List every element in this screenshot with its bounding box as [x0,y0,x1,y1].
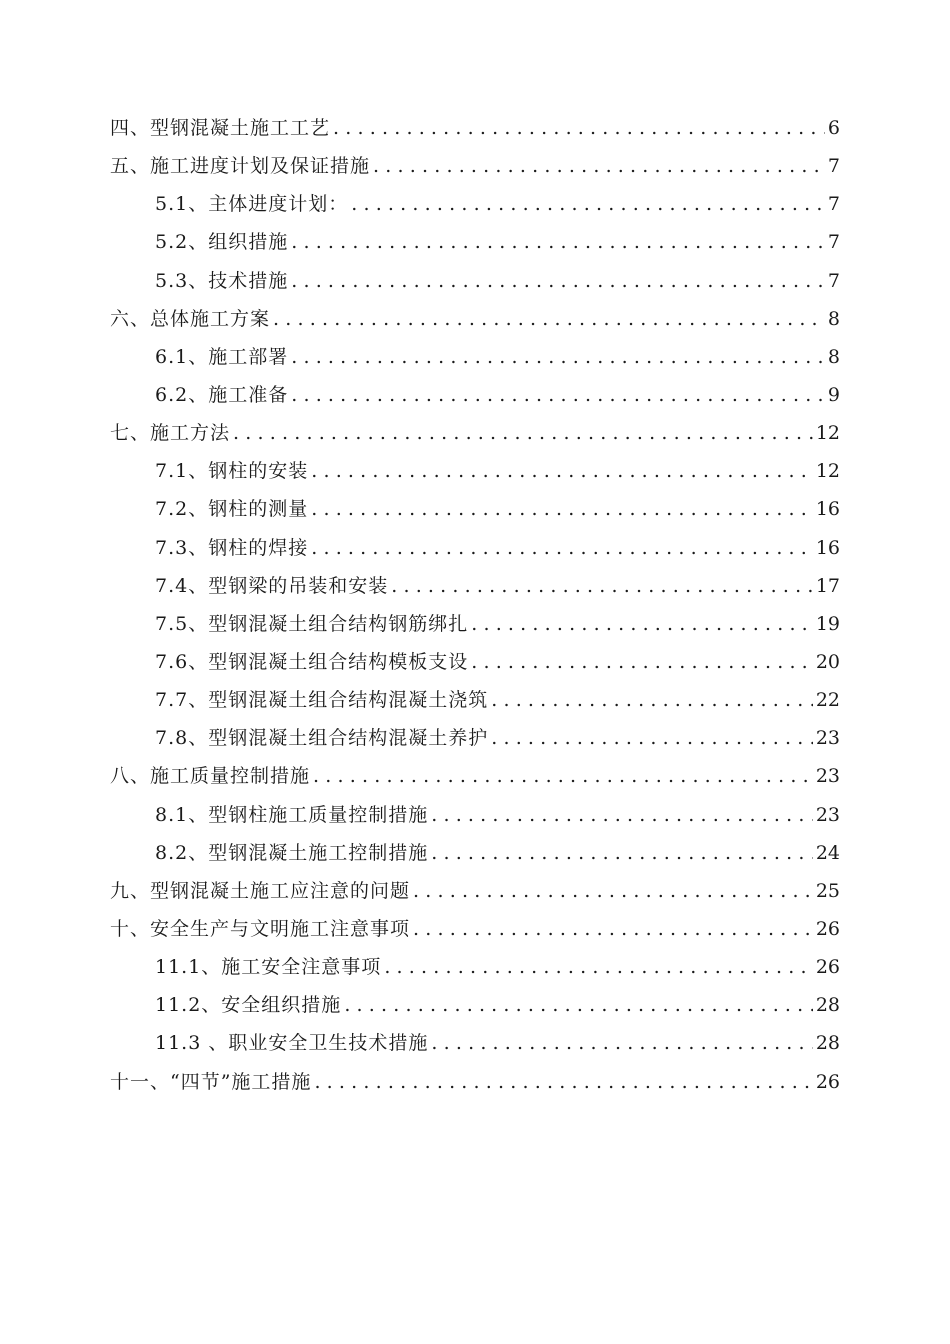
toc-dot-leader [344,986,813,1024]
toc-dot-leader [471,643,813,681]
toc-entry[interactable] [0,910,840,948]
toc-entry-title: 5.1、主体进度计划： [155,193,349,216]
toc-entry-title: 5.2、组织措施 [155,231,289,254]
toc-dot-leader [313,757,813,795]
toc-entry-page-number: 7 [827,193,840,216]
toc-entry[interactable] [0,948,840,986]
toc-entry-title: 7.2、钢柱的测量 [155,498,309,521]
toc-dot-leader [431,1024,812,1062]
toc-entry-page-number: 26 [815,918,840,941]
toc-dot-leader [311,452,813,490]
toc-dot-leader [314,1063,812,1101]
toc-entry[interactable] [0,223,840,261]
toc-dot-leader [431,796,813,834]
toc-entry-page-number: 9 [827,384,840,407]
toc-dot-leader [491,681,813,719]
toc-dot-leader [291,262,825,300]
toc-entry-title: 四、型钢混凝土施工工艺 [110,117,331,140]
toc-entry-title: 七、施工方法 [110,422,231,445]
toc-entry[interactable] [0,185,840,223]
toc-entry-page-number: 23 [815,727,840,750]
toc-entry-page-number: 23 [815,803,840,826]
toc-entry[interactable] [0,109,840,147]
toc-entry-title: 十一、“四节”施工措施 [110,1070,312,1093]
toc-entry[interactable] [0,147,840,185]
toc-entry[interactable] [0,681,840,719]
toc-dot-leader [391,567,813,605]
toc-dot-leader [311,529,813,567]
toc-entry[interactable] [0,567,840,605]
toc-entry[interactable] [0,643,840,681]
toc-entry-title: 7.3、钢柱的焊接 [155,536,309,559]
toc-entry[interactable] [0,262,840,300]
toc-entry-title: 7.6、型钢混凝土组合结构模板支设 [155,651,469,674]
toc-entry-title: 十、安全生产与文明施工注意事项 [110,918,411,941]
toc-dot-leader [471,605,813,643]
toc-entry-title: 11.1、施工安全注意事项 [155,956,382,979]
toc-entry-title: 六、总体施工方案 [110,307,271,330]
toc-dot-leader [273,300,825,338]
toc-entry-title: 8.1、型钢柱施工质量控制措施 [155,803,429,826]
toc-entry-page-number: 26 [815,956,840,979]
toc-entry-page-number: 7 [827,231,840,254]
toc-entry-title: 五、施工进度计划及保证措施 [110,155,371,178]
toc-entry[interactable] [0,490,840,528]
toc-entry-page-number: 7 [827,155,840,178]
toc-entry[interactable] [0,872,840,910]
toc-entry-title: 5.3、技术措施 [155,269,289,292]
toc-entry-page-number: 24 [815,841,840,864]
toc-entry[interactable] [0,757,840,795]
toc-entry-title: 7.4、型钢梁的吊装和安装 [155,574,389,597]
toc-entry[interactable] [0,796,840,834]
toc-entry[interactable] [0,834,840,872]
toc-entry-title: 8.2、型钢混凝土施工控制措施 [155,841,429,864]
toc-entry-page-number: 8 [827,345,840,368]
toc-entry-title: 6.2、施工准备 [155,384,289,407]
toc-dot-leader [413,910,813,948]
toc-entry-page-number: 28 [815,994,840,1017]
toc-entry-page-number: 12 [815,460,840,483]
toc-dot-leader [373,147,825,185]
toc-entry-title: 11.2、安全组织措施 [155,994,342,1017]
toc-entry-title: 7.5、型钢混凝土组合结构钢筋绑扎 [155,612,469,635]
toc-entry-title: 6.1、施工部署 [155,345,289,368]
toc-entry-page-number: 16 [815,498,840,521]
toc-dot-leader [233,414,813,452]
toc-entry[interactable] [0,338,840,376]
toc-entry-title: 11.3 、职业安全卫生技术措施 [155,1032,429,1055]
toc-entry-page-number: 17 [815,574,840,597]
toc-entry-page-number: 12 [815,422,840,445]
toc-entry[interactable] [0,1024,840,1062]
toc-entry-page-number: 6 [827,117,840,140]
toc-entry[interactable] [0,300,840,338]
toc-dot-leader [431,834,813,872]
toc-dot-leader [291,376,825,414]
toc-entry-page-number: 25 [815,879,840,902]
toc-entry-title: 八、施工质量控制措施 [110,765,311,788]
toc-entry-title: 九、型钢混凝土施工应注意的问题 [110,879,411,902]
toc-entry-page-number: 8 [827,307,840,330]
toc-entry[interactable] [0,529,840,567]
toc-dot-leader [291,223,825,261]
toc-dot-leader [413,872,813,910]
toc-entry[interactable] [0,414,840,452]
toc-entry-title: 7.1、钢柱的安装 [155,460,309,483]
toc-entry-page-number: 16 [815,536,840,559]
toc-entry-page-number: 26 [815,1070,840,1093]
toc-entry[interactable] [0,605,840,643]
toc-entry[interactable] [0,452,840,490]
toc-entry[interactable] [0,1063,840,1101]
toc-dot-leader [351,185,825,223]
toc-dot-leader [491,719,813,757]
table-of-contents [0,109,950,1101]
toc-entry[interactable] [0,719,840,757]
toc-dot-leader [333,109,825,147]
toc-entry[interactable] [0,986,840,1024]
toc-entry-page-number: 22 [815,689,840,712]
toc-entry-page-number: 7 [827,269,840,292]
toc-entry-page-number: 28 [815,1032,840,1055]
toc-dot-leader [291,338,825,376]
toc-entry-title: 7.8、型钢混凝土组合结构混凝土养护 [155,727,489,750]
toc-entry-page-number: 20 [815,651,840,674]
toc-entry-page-number: 23 [815,765,840,788]
toc-entry-page-number: 19 [815,612,840,635]
toc-entry[interactable] [0,376,840,414]
toc-dot-leader [384,948,813,986]
toc-entry-title: 7.7、型钢混凝土组合结构混凝土浇筑 [155,689,489,712]
toc-dot-leader [311,490,813,528]
